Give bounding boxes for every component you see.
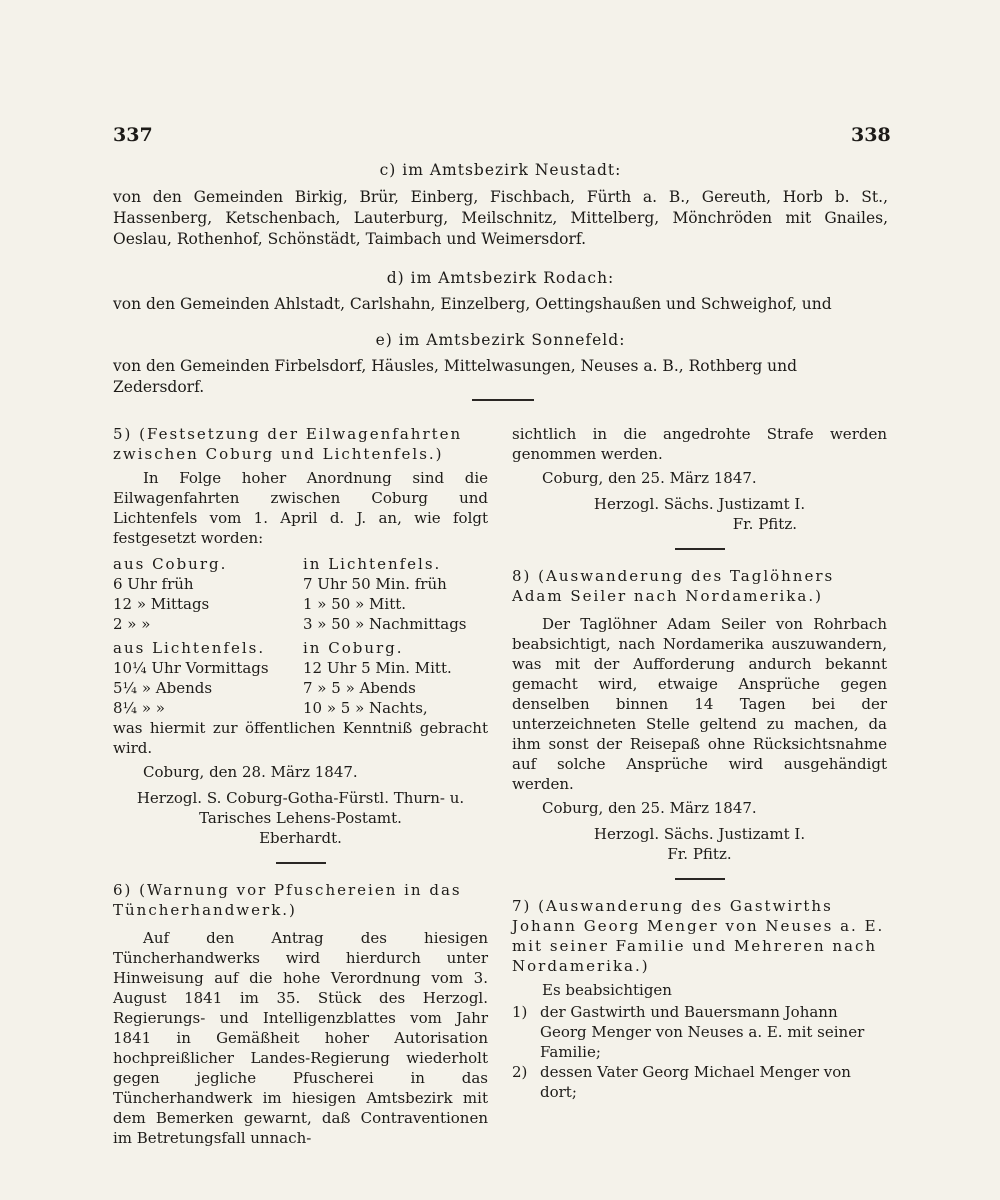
timetable-cell: 7 Uhr 50 Min. früh <box>303 575 447 593</box>
emigrant-list <box>512 1002 887 1102</box>
section-divider <box>276 862 326 864</box>
timetable-head-in-coburg: in Coburg. <box>303 639 404 657</box>
page-number-right: 338 <box>851 124 891 146</box>
timetable-head-in-lichtenfels: in Lichtenfels. <box>303 555 442 573</box>
timetable-cell: 6 Uhr früh <box>113 575 194 593</box>
timetable-head-from-coburg: aus Coburg. <box>113 555 228 573</box>
sec5-date: Coburg, den 28. März 1847. <box>143 763 358 781</box>
timetable-row <box>113 614 488 634</box>
sec5-closing: was hiermit zur öffentlichen Kenntniß gebracht wird. <box>113 719 488 757</box>
timetable-cell: 3 » 50 » Nachmittags <box>303 615 467 633</box>
neustadt-heading: c) im Amtsbezirk Neustadt: <box>379 161 622 179</box>
timetable-cell: 10¼ Uhr Vormittags <box>113 659 269 677</box>
sonnefeld-heading: e) im Amtsbezirk Sonnefeld: <box>375 331 626 349</box>
left-column <box>113 424 488 1148</box>
section-divider <box>472 399 534 401</box>
sec7-title: 7) (Auswanderung des Gastwirths Johann Georg Menger von Neuses a. E. mit seiner Familie und Mehreren nach Nordamerika.) <box>512 897 885 975</box>
timetable-row <box>113 658 488 678</box>
sec5-signature: Herzogl. S. Coburg-Gotha-Fürstl. Thurn- u. Tarisches Lehens-Postamt. <box>136 789 465 827</box>
timetable-cell: 2 » » <box>113 615 151 633</box>
right-column <box>512 424 887 1102</box>
timetable-cell: 12 Uhr 5 Min. Mitt. <box>303 659 452 677</box>
timetable-cell: 7 » 5 » Abends <box>303 679 416 697</box>
timetable-cell: 8¼ » » <box>113 699 165 717</box>
list-item <box>512 1062 887 1102</box>
section-divider <box>675 878 725 880</box>
sonnefeld-text: von den Gemeinden Firbelsdorf, Häusles, Mittelwasungen, Neuses a. B., Rothberg und Zedersdorf. <box>113 357 798 396</box>
timetable-row <box>113 574 488 594</box>
sec7-intro: Es beabsichtigen <box>542 981 672 999</box>
name-1: Fr. Pfitz. <box>732 515 797 533</box>
list-item-number: 1) <box>512 1003 528 1021</box>
date-1: Coburg, den 25. März 1847. <box>542 469 757 487</box>
name-2: Fr. Pfitz. <box>667 845 732 863</box>
sec5-intro: In Folge hoher Anordnung sind die Eilwagenfahrten zwischen Coburg und Lichtenfels vom 1. April d. J. an, wie folgt festgesetzt worden: <box>113 469 488 547</box>
neustadt-text: von den Gemeinden Birkig, Brür, Einberg, Fischbach, Fürth a. B., Gereuth, Horb b. St., Hassenberg, Ketschenbach, Lauterburg, Meilschnitz, Mittelberg, Mönchröden mit Gnailes, Oeslau, Rothenhof, Schönstädt, Taimbach und Weimersdorf. <box>113 188 888 248</box>
list-item-text: dessen Vater Georg Michael Menger von dort; <box>540 1063 851 1101</box>
timetable-lichtenfels-coburg <box>113 638 488 718</box>
timetable-row <box>113 698 488 718</box>
timetable-head-from-lichtenfels: aus Lichtenfels. <box>113 639 266 657</box>
signature-2: Herzogl. Sächs. Justizamt I. <box>593 825 806 843</box>
timetable-cell: 10 » 5 » Nachts, <box>303 699 428 717</box>
list-item-number: 2) <box>512 1063 528 1081</box>
sec6-body: Auf den Antrag des hiesigen Tüncherhandwerks wird hierdurch unter Hinweisung auf die hohe Verordnung vom 3. August 1841 im 35. Stück des Herzogl. Regierungs- und Intelligenzblattes vom Jahr 1841 in Gemäßheit hoher Autorisation hochpreißlicher Landes-Regierung wiederholt gegen jegliche Pfuscherei in das Tüncherhandwerk im hiesigen Amtsbezirk mit dem Bemerken gewarnt, daß Contraventionen im Betretungsfall unnach- <box>113 929 488 1147</box>
list-item <box>512 1002 887 1062</box>
date-2: Coburg, den 25. März 1847. <box>542 799 757 817</box>
timetable-row <box>113 594 488 614</box>
sec6-title: 6) (Warnung vor Pfuschereien in das Tüncherhandwerk.) <box>113 881 462 919</box>
timetable-cell: 12 » Mittags <box>113 595 210 613</box>
sec8-body: Der Taglöhner Adam Seiler von Rohrbach beabsichtigt, nach Nordamerika auszuwandern, was mit der Aufforderung andurch bekannt gemacht wird, etwaige Ansprüche gegen denselben binnen 14 Tagen bei der unterzeichneten Stelle geltend zu machen, da ihm sonst der Reisepaß ohne Rücksichtsnahme auf solche Ansprüche wird ausgehändigt werden. <box>512 615 887 793</box>
page-number-left: 337 <box>113 124 153 146</box>
sec8-title: 8) (Auswanderung des Taglöhners Adam Seiler nach Nordamerika.) <box>512 567 835 605</box>
timetable-cell: 1 » 50 » Mitt. <box>303 595 407 613</box>
continuation-text: sichtlich in die angedrohte Strafe werden genommen werden. <box>512 425 887 463</box>
timetable-row <box>113 678 488 698</box>
timetable-coburg-lichtenfels <box>113 554 488 634</box>
rodach-heading: d) im Amtsbezirk Rodach: <box>386 269 615 287</box>
signature-1: Herzogl. Sächs. Justizamt I. <box>593 495 806 513</box>
list-item-text: der Gastwirth und Bauersmann Johann Georg Menger von Neuses a. E. mit seiner Familie; <box>540 1003 865 1061</box>
rodach-text: von den Gemeinden Ahlstadt, Carlshahn, Einzelberg, Oettingshaußen und Schweighof, und <box>113 295 832 313</box>
sec5-title: 5) (Festsetzung der Eilwagenfahrten zwischen Coburg und Lichtenfels.) <box>113 425 463 463</box>
timetable-cell: 5¼ » Abends <box>113 679 213 697</box>
section-divider <box>675 548 725 550</box>
sec5-name: Eberhardt. <box>259 829 342 847</box>
